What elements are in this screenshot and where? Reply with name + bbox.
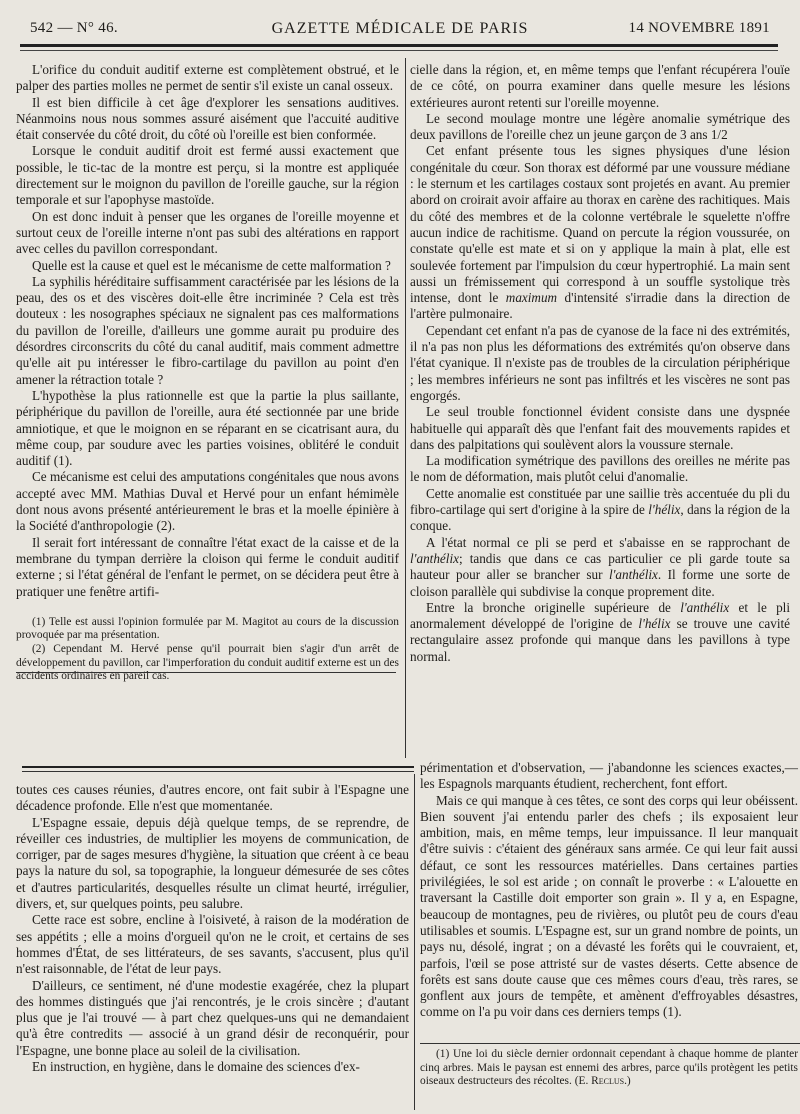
- text-run: Cette anomalie est constituée par une saillie très accentuée du pli du fibro-cartilage qui sert d'origine à la spire de: [410, 485, 790, 518]
- column-divider-top: [405, 58, 406, 758]
- feuilleton-column-left: [16, 782, 409, 1075]
- text-run: d'intensité s'irradie dans la direction de l'artère pulmonaire.: [410, 290, 790, 322]
- paragraph: périmentation et d'observation, — j'abandonne les sciences exactes,—les Espagnols marquants étudient, recherchent, font effort.: [420, 760, 798, 792]
- footnote: [420, 1048, 798, 1089]
- footnote-block: [420, 1048, 798, 1089]
- footnote: (1) Telle est aussi l'opinion formulée par M. Magitot au cours de la discussion provoquée par ma présentation.: [16, 615, 399, 642]
- paragraph: Il serait fort intéressant de connaître l'état exact de la caisse et de la membrane du tympan derrière la cloison qui ferme le conduit auditif externe ; si l'état général de l'enfant le permet, on se décidera peut être à pratiquer une fenêtre artifi-: [16, 534, 399, 599]
- text-run: Entre la bronche originelle supérieure de: [426, 599, 671, 615]
- header-rule-thick: [20, 44, 778, 47]
- paragraph: [410, 143, 790, 322]
- paragraph: Ce mécanisme est celui des amputations congénitales que nous avons accepté avec MM. Mathias Duval et Hervé pour un enfant hémimèle dont nous avons présenté antérieurement le bras et la moelle épinière à la Société d'anthropologie (2).: [16, 469, 399, 534]
- paragraph: Le seul trouble fonctionnel évident consiste dans une dyspnée habituelle qui apparaît dès que l'enfant fait des mouvements rapides et dans des palpitations qui soulèvent alors la voussure sternale.: [410, 404, 790, 452]
- footnote-text: (1) Une loi du siècle dernier ordonnait cependant à chaque homme de planter cinq arbres. Mais le paysan est ennemi des arbres, parce qu'ils protègent les petits oiseaux destructeurs des récoltes.: [420, 1048, 798, 1088]
- paragraph: cielle dans la région, et, en même temps que l'enfant récupérera l'ouïe de ce côté, on pourra examiner dans quelle mesure les lésions extérieures auront retenti sur l'oreille moyenne.: [410, 62, 790, 110]
- footnote-rule: [16, 672, 396, 673]
- paragraph: Le second moulage montre une légère anomalie symétrique des deux pavillons de l'oreille chez un jeune garçon de 3 ans 1/2: [410, 110, 790, 143]
- paragraph: Quelle est la cause et quel est le mécanisme de cette malformation ?: [32, 257, 391, 273]
- paragraph: L'Espagne essaie, depuis déjà quelque temps, de se reprendre, de réveiller ces industries, de multiplier les moyens de communication, de corriger, par de sages mesures d'hygiène, la situation que créent à ce beau pays la nature du sol, sa topographie, la longueur démesurée de ses côtes et d'autres particularités, desquelles résulte un climat heurté, irrégulier, divers, et, sur quelques points, peu salubre.: [16, 814, 409, 912]
- italic-term: l'anthélix: [410, 550, 459, 566]
- text-run: . Il forme une sorte de cloison parallèle qui subdivise la conque proprement dite.: [410, 567, 790, 599]
- footnote-rule: [420, 1043, 800, 1044]
- paragraph: L'hypothèse la plus rationnelle est que la partie la plus saillante, périphérique du pavillon de l'oreille, aura été sectionnée par une bride amniotique, et que le moignon en se réparant en se cicatrisant aura, du même coup, par soudure avec les parties voisines, oblitéré le conduit auditif (1).: [16, 387, 399, 469]
- header-rule-thin: [20, 50, 778, 51]
- italic-term: l'anthélix: [680, 599, 730, 615]
- paragraph: Cependant cet enfant n'a pas de cyanose de la face ni des extrémités, il n'a pas non plus les déformations des extrémités qu'on observe dans l'état cyanique. Il n'existe pas de troubles de la circulation périphérique ; les membres inférieurs ne sont pas infiltrés et les viscères ne sont pas engorgés.: [410, 322, 790, 403]
- paragraph: La modification symétrique des pavillons des oreilles ne mérite pas le nom de déformation, mais plutôt celui d'anomalie.: [410, 453, 790, 485]
- text-run: , dans la région de la conque.: [410, 502, 790, 534]
- paragraph: La syphilis héréditaire suffisamment caractérisée par les lésions de la peau, des os et des viscères doit-elle être incriminée ? Cela est très douteux : les nosographes spéciaux ne signalent pas ces malformations du pavillon de l'oreille, d'ailleurs une gomme aurait pu produire des désordres circonscrits du côté du canal auditif, mais comment admettre qu'elle ait pu intéresser le fibro-cartilage du pavillon au point d'en amener la rétraction totale ?: [16, 273, 399, 387]
- issue-date: 14 NOVEMBRE 1891: [628, 20, 770, 36]
- paragraph: En instruction, en hygiène, dans le domaine des sciences d'ex-: [32, 1059, 360, 1075]
- column-divider-bottom: [414, 774, 415, 1110]
- article-column-left: [16, 62, 399, 684]
- paragraph: Mais ce qui manque à ces têtes, ce sont des corps qui leur obéissent. Bien souvent j'ai entendu parler des chefs ; ils exposaient leur ambition, mais, en même temps, leur impuissance. Il leur manquait d'être suivis : c'étaient des généraux sans armée. Ce qui leur fait aussi défaut, ce sont les ressources matérielles. Dans certaines parties privilégiées, le sol est aride ; on connaît le proverbe : « L'alouette en traversant la Castille doit emporter son grain ». Il y a, en Espagne, beaucoup de montagnes, peu de rivières, ou plutôt peu de cours d'eau utilisables et soumis. L'Espagne est, sur un grand nombre de points, un pays nu, désolé, ingrat ; on a dévasté les forêts qui le couvraient, et, parfois, l'œil se pose attristé sur de vastes déserts. Cette absence de forêts est sans doute cause que ces mêmes cours d'eau, très rares, se gonflent aux jours de tempête, et amènent d'effroyables désastres, comme on l'a pu voir dans ces derniers temps (1).: [420, 792, 798, 1020]
- paragraph: On est donc induit à penser que les organes de l'oreille moyenne et surtout ceux de l'oreille interne n'ont pas subi des altérations en rapport avec celles du pavillon correspondant.: [16, 208, 399, 257]
- italic-term: l'anthélix: [608, 567, 658, 583]
- italic-term: l'hélix: [638, 616, 671, 632]
- paragraph: toutes ces causes réunies, d'autres encore, ont fait subir à l'Espagne une décadence profonde. Elle n'est que momentanée.: [16, 782, 409, 814]
- page-number-issue: 542 — N° 46.: [30, 20, 118, 36]
- paragraph: D'ailleurs, ce sentiment, né d'une modestie exagérée, chez la plupart des hommes distingués que j'ai rencontrés, je le crois sincère ; d'autant plus que je l'ai trouvé — à part chez quelques-uns qui ne demandaient qu'à être contredits — associé à un grand désir de reconquérir, pour l'Espagne, une bonne place au soleil de la civilisation.: [16, 977, 409, 1058]
- paragraph: [410, 600, 790, 665]
- paragraph: Lorsque le conduit auditif droit est fermé aussi exactement que possible, le tic-tac de la montre est perçu, si la montre est appliquée directement sur le moignon du pavillon de l'oreille gauche, sur la région temporale et sur l'apophyse mastoïde.: [16, 143, 399, 208]
- paragraph: Cette race est sobre, encline à l'oisiveté, à raison de la modération de ses appétits ; elle a moins d'orgueil qu'on ne le croit, et certains de ses hommes d'État, de ses littérateurs, de ses savants, s'accusent, plus qu'il n'est raisonnable, de l'état de leur pays.: [16, 912, 409, 977]
- italic-term: maximum: [505, 290, 558, 306]
- section-rule-thick: [22, 766, 414, 768]
- text-run: ; tandis que dans ce cas particulier ce pli garde toute sa hauteur pour aller se brancher sur: [410, 550, 790, 583]
- text-run: Cet enfant présente tous les signes physiques d'une lésion congénitale du cœur. Son thorax est déformé par une voussure médiane : le sternum et les cartilages costaux sont projetés en avant. Au premier abord on croirait avoir affaire au thorax en carène des rachitiques. Mais du côté des membres et de la colonne vertébrale le squelette n'offre aucun indice de rachitisme. Quand on percute la région voussurée, on constate qu'elle est mate et si on y applique la main à plat, elle est soulevée fortement par l'impulsion du cœur hypertrophié. La main sent aussi un frémissement qui correspond à un souffle systolique très intense, dont le: [410, 143, 790, 306]
- text-run: et le pli anormalement développé de l'origine de: [410, 599, 791, 632]
- feuilleton-column-right: [420, 760, 798, 1021]
- article-column-right: [410, 62, 790, 665]
- footnote: (2) Cependant M. Hervé pense qu'il pourrait bien s'agir d'un arrêt de développement du pavillon, car l'imperforation du conduit auditif externe est un des accidents ordinaires en pareil cas.: [16, 642, 399, 683]
- paragraph: [410, 486, 790, 535]
- text-run: A l'état normal ce pli se perd et s'abaisse en se rapprochant de: [426, 534, 790, 550]
- text-run: se trouve une cavité rectangulaire assez profonde qui manque dans les pavillons à type normal.: [410, 616, 791, 664]
- paragraph: Il est bien difficile à cet âge d'explorer les sensations auditives. Néanmoins nous nous sommes assuré aisément que l'accuité auditive était conservée du côté droit, du côté où l'oreille est bien conformée.: [16, 94, 399, 143]
- page-header: [30, 18, 770, 40]
- section-rule-thin: [22, 771, 414, 772]
- italic-term: l'hélix: [648, 502, 681, 518]
- footnote-signature: (E. Reclus.): [574, 1075, 631, 1088]
- paragraph: L'orifice du conduit auditif externe est complètement obstrué, et le palper des parties molles ne permet de sentir s'il existe un canal osseux.: [16, 62, 399, 94]
- journal-title: GAZETTE MÉDICALE DE PARIS: [271, 20, 529, 37]
- paragraph: [410, 535, 790, 600]
